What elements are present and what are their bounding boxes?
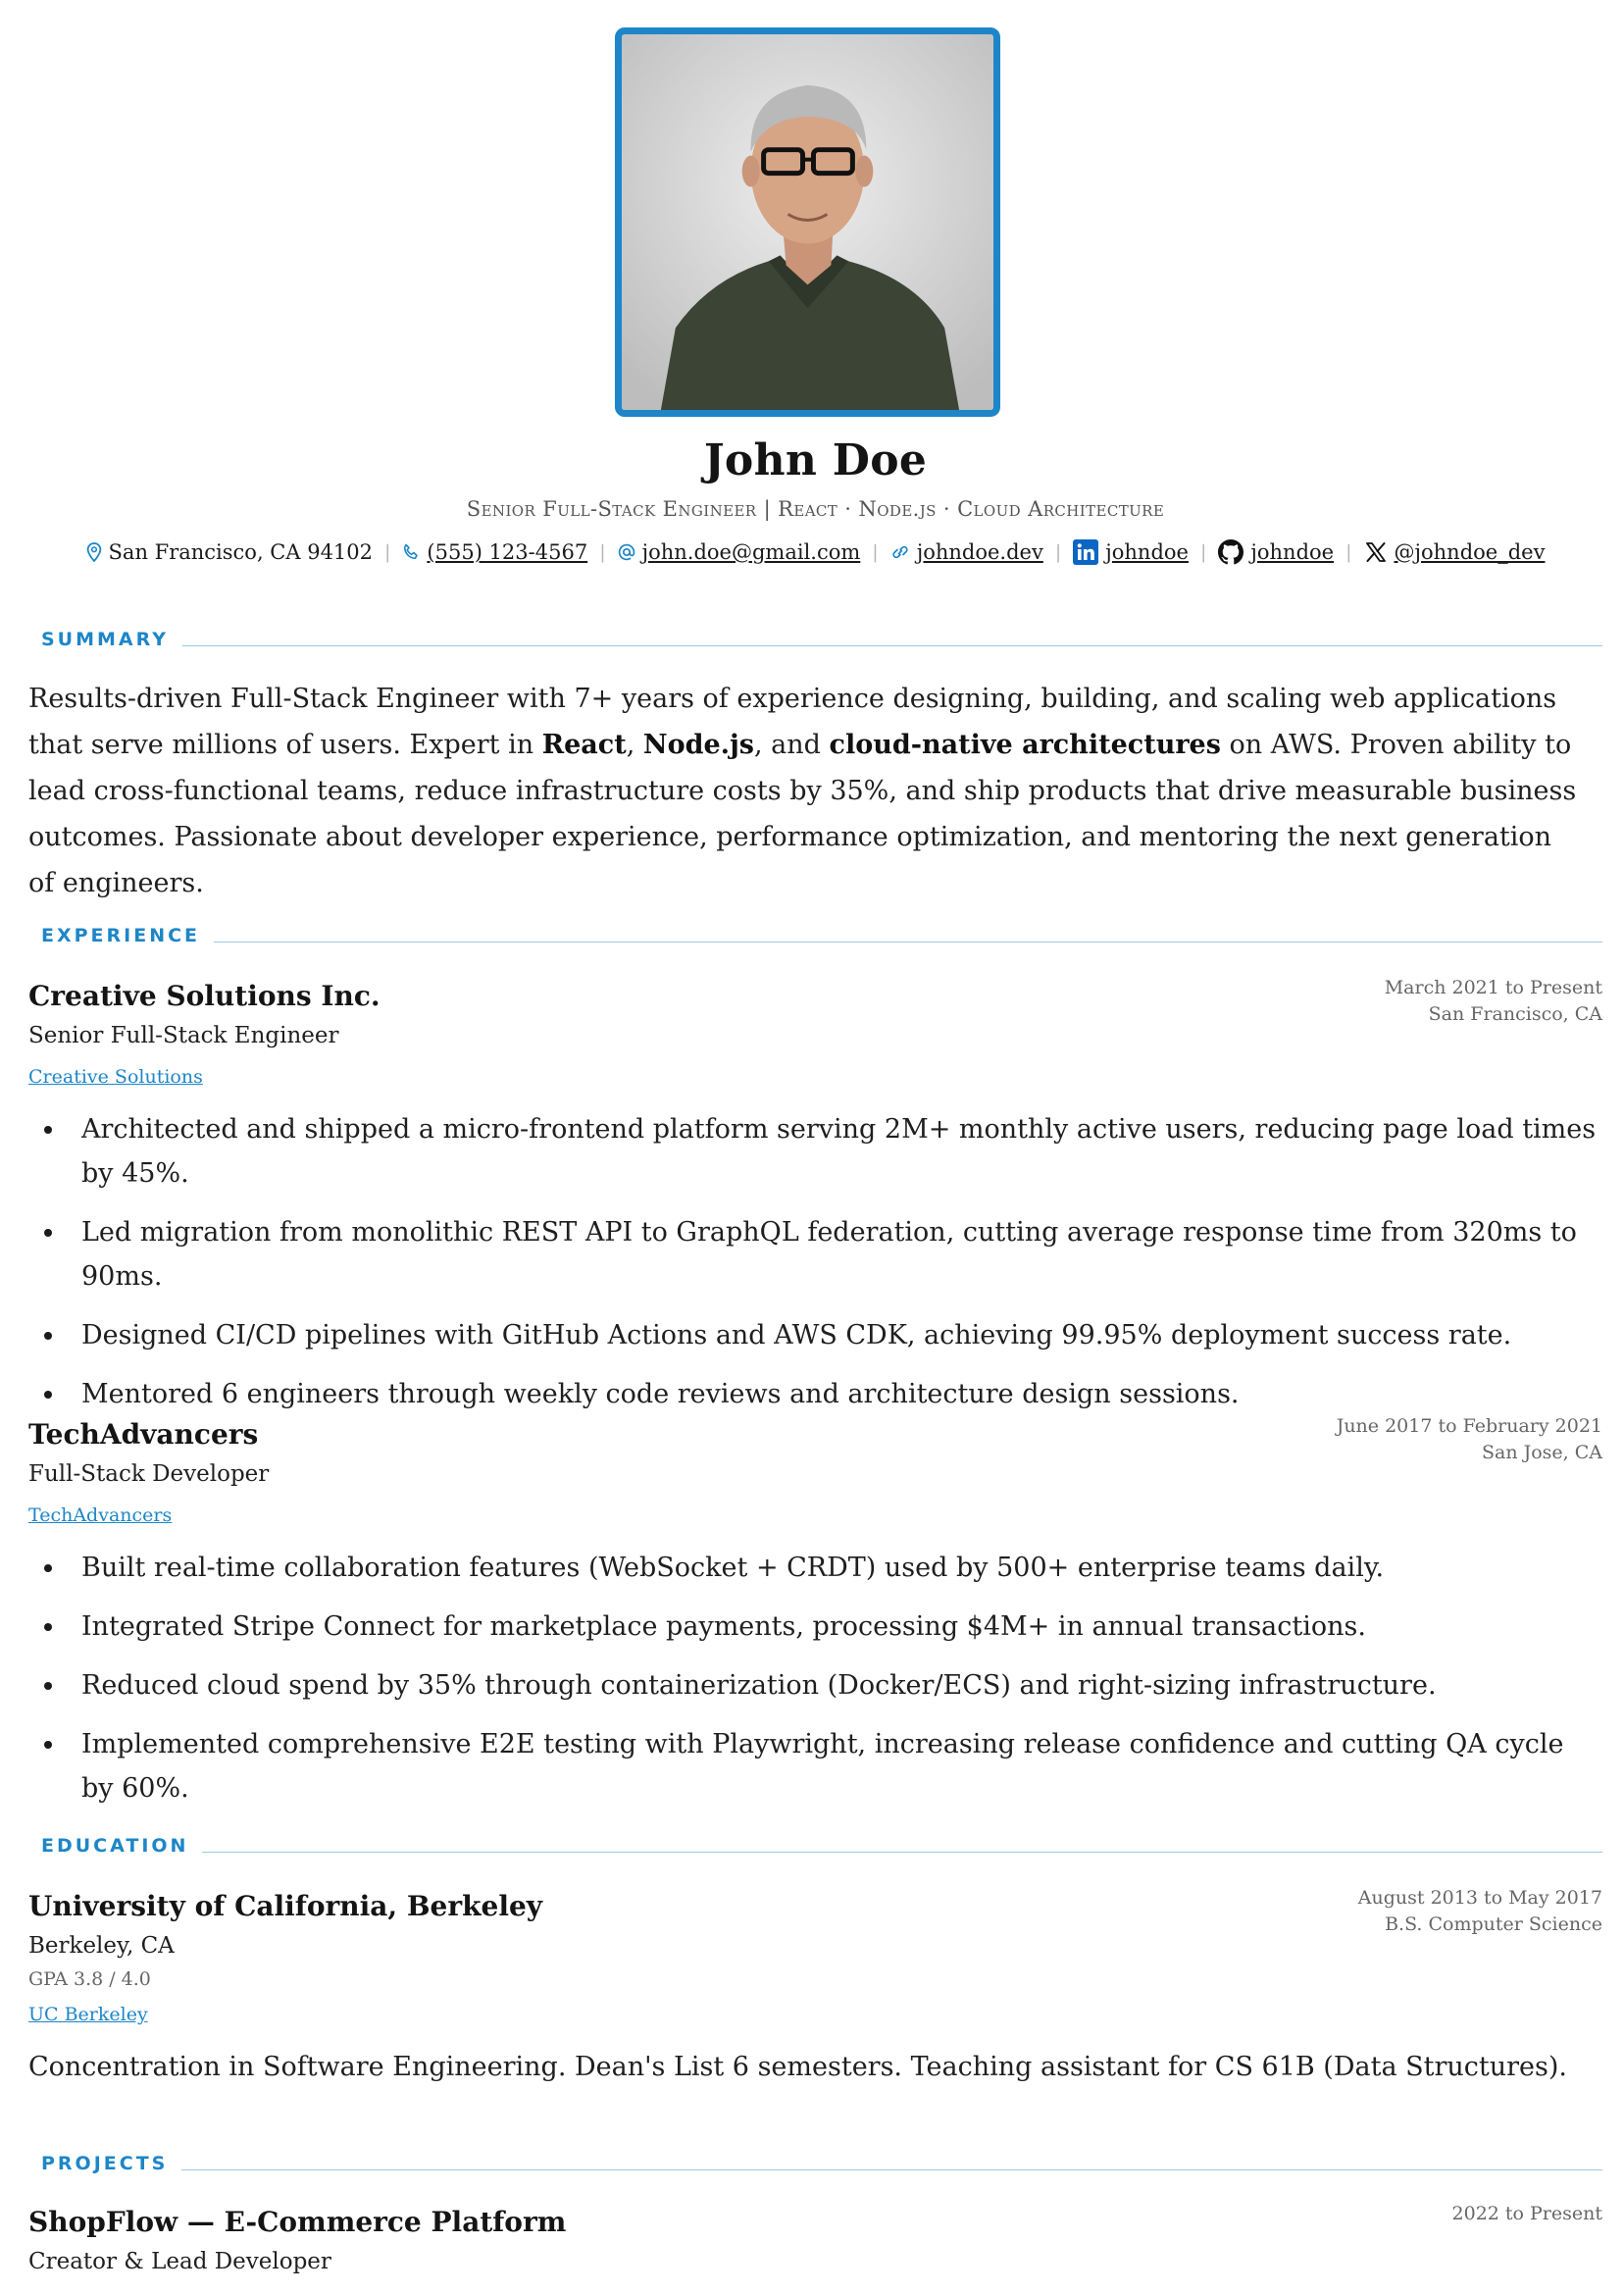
job-role: Senior Full-Stack Engineer bbox=[28, 1023, 339, 1048]
education-degree: B.S. Computer Science bbox=[1385, 1913, 1602, 1935]
profile-photo bbox=[615, 27, 1000, 417]
section-divider bbox=[202, 1852, 1602, 1853]
job-bullet-list bbox=[28, 1107, 1602, 1431]
experience-title: EXPERIENCE bbox=[41, 925, 201, 946]
projects-title: PROJECTS bbox=[41, 2153, 169, 2174]
portrait-illustration bbox=[622, 34, 993, 410]
contact-website[interactable] bbox=[890, 540, 1043, 564]
x-icon bbox=[1364, 540, 1388, 564]
summary-highlight: React bbox=[541, 730, 627, 760]
summary-text-part: , bbox=[626, 730, 643, 760]
job-bullet: Architected and shipped a micro-frontend platform serving 2M+ monthly active users, reducing page load times by 45%. bbox=[81, 1107, 1602, 1196]
contact-x[interactable] bbox=[1364, 540, 1546, 564]
contact-separator: | bbox=[1199, 541, 1207, 563]
summary-text-part: , and bbox=[754, 730, 830, 760]
github-icon bbox=[1218, 539, 1243, 565]
map-pin-icon bbox=[86, 542, 102, 562]
education-description: Concentration in Software Engineering. Dean's List 6 semesters. Teaching assistant for CS 61B (Data Structures). bbox=[28, 2052, 1567, 2082]
summary-title: SUMMARY bbox=[41, 629, 169, 650]
phone-icon bbox=[402, 543, 420, 561]
x-link[interactable]: @johndoe_dev bbox=[1394, 540, 1546, 564]
summary-text-part: on AWS. Proven ability to lead cross-functional teams, reduce infrastructure costs by 35%, and ship products that drive measurable business outcomes. Passionate about developer experience, performance optimization, and mentoring the next generation of engineers. bbox=[28, 730, 1577, 898]
education-location: Berkeley, CA bbox=[28, 1933, 175, 1959]
job-bullet: Mentored 6 engineers through weekly code reviews and architecture design sessions. bbox=[81, 1372, 1602, 1416]
job-dates: March 2021 to Present bbox=[1384, 977, 1602, 998]
job-bullet: Integrated Stripe Connect for marketplace payments, processing $4M+ in annual transactions. bbox=[81, 1605, 1602, 1649]
contact-github[interactable] bbox=[1218, 539, 1334, 565]
contact-phone[interactable] bbox=[402, 540, 587, 564]
section-divider bbox=[181, 2169, 1602, 2170]
project-name: ShopFlow — E-Commerce Platform bbox=[28, 2206, 567, 2238]
section-divider bbox=[182, 645, 1602, 646]
link-icon bbox=[890, 543, 910, 561]
summary-text bbox=[28, 676, 1578, 906]
education-school: University of California, Berkeley bbox=[28, 1890, 543, 1922]
job-bullet: Implemented comprehensive E2E testing with Playwright, increasing release confidence and cutting QA cycle by 60%. bbox=[81, 1722, 1602, 1810]
summary-section-header bbox=[28, 629, 1602, 650]
project-dates: 2022 to Present bbox=[1451, 2203, 1602, 2224]
linkedin-icon bbox=[1073, 539, 1098, 565]
project-meta bbox=[1452, 2201, 1602, 2227]
contact-bar bbox=[28, 539, 1602, 565]
contact-separator: | bbox=[384, 541, 391, 563]
phone-link[interactable]: (555) 123-4567 bbox=[427, 540, 588, 564]
job-company-link[interactable]: Creative Solutions bbox=[28, 1066, 203, 1088]
job-meta bbox=[1337, 1413, 1602, 1466]
summary-highlight: cloud-native architectures bbox=[829, 730, 1221, 760]
candidate-name: John Doe bbox=[703, 435, 928, 485]
job-company: Creative Solutions Inc. bbox=[28, 980, 381, 1012]
job-bullet: Designed CI/CD pipelines with GitHub Actions and AWS CDK, achieving 99.95% deployment success rate. bbox=[81, 1313, 1602, 1357]
education-dates: August 2013 to May 2017 bbox=[1357, 1887, 1602, 1909]
education-title: EDUCATION bbox=[41, 1835, 189, 1857]
job-bullet: Reduced cloud spend by 35% through containerization (Docker/ECS) and right-sizing infrastructure. bbox=[81, 1663, 1602, 1708]
contact-email[interactable] bbox=[618, 540, 861, 564]
contact-location bbox=[86, 540, 373, 564]
education-gpa: GPA 3.8 / 4.0 bbox=[28, 1968, 151, 1990]
education-link[interactable]: UC Berkeley bbox=[28, 2004, 148, 2025]
job-role: Full-Stack Developer bbox=[28, 1461, 270, 1487]
job-bullet-list bbox=[28, 1546, 1602, 1825]
at-icon bbox=[618, 543, 635, 561]
job-dates: June 2017 to February 2021 bbox=[1336, 1415, 1602, 1437]
contact-linkedin[interactable] bbox=[1073, 539, 1189, 565]
section-divider bbox=[214, 942, 1602, 943]
linkedin-link[interactable]: johndoe bbox=[1105, 540, 1189, 564]
job-bullet: Led migration from monolithic REST API to GraphQL federation, cutting average response time from 320ms to 90ms. bbox=[81, 1210, 1602, 1299]
job-location: San Francisco, CA bbox=[1428, 1003, 1602, 1025]
email-link[interactable]: john.doe@gmail.com bbox=[641, 540, 861, 564]
job-location: San Jose, CA bbox=[1481, 1442, 1602, 1463]
education-meta bbox=[1358, 1885, 1602, 1938]
contact-separator: | bbox=[599, 541, 606, 563]
candidate-tagline: Senior Full-Stack Engineer | React · Node.js · Cloud Architecture bbox=[466, 497, 1165, 521]
github-link[interactable]: johndoe bbox=[1250, 540, 1335, 564]
summary-text-part: Results-driven Full-Stack Engineer with 7+ years of experience designing, building, and scaling web applications that serve millions of users. Expert in bbox=[28, 684, 1557, 760]
education-section-header bbox=[28, 1835, 1602, 1857]
experience-section-header bbox=[28, 925, 1602, 946]
contact-separator: | bbox=[872, 541, 879, 563]
project-role: Creator & Lead Developer bbox=[28, 2249, 331, 2274]
job-bullet: Built real-time collaboration features (WebSocket + CRDT) used by 500+ enterprise teams daily. bbox=[81, 1546, 1602, 1590]
job-company: TechAdvancers bbox=[28, 1418, 259, 1451]
location-text: San Francisco, CA 94102 bbox=[108, 540, 374, 564]
job-meta bbox=[1385, 975, 1602, 1028]
summary-highlight: Node.js bbox=[642, 730, 755, 760]
projects-section-header bbox=[28, 2153, 1602, 2174]
contact-separator: | bbox=[1054, 541, 1062, 563]
job-company-link[interactable]: TechAdvancers bbox=[28, 1504, 173, 1526]
website-link[interactable]: johndoe.dev bbox=[916, 540, 1043, 564]
contact-separator: | bbox=[1345, 541, 1352, 563]
